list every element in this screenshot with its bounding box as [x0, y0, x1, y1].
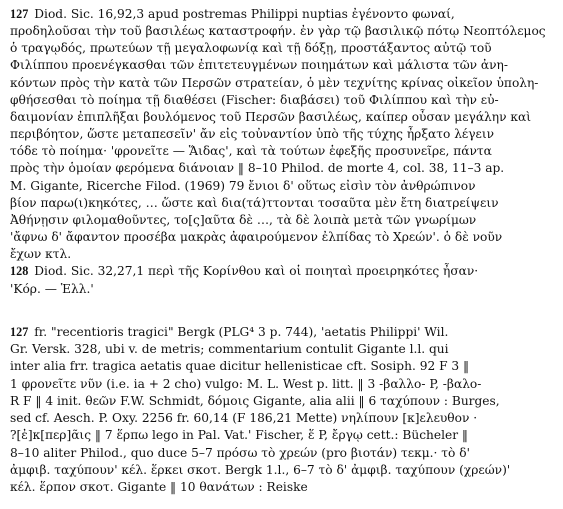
- testimonium-128: [10, 263, 555, 297]
- text-line: ἔχων κτλ.: [10, 247, 72, 262]
- text-line: sed cf. Aesch. P. Oxy. 2256 fr. 60,14 (F 186,21 Mette) νηλίπουν [κ]ελευθον ·: [10, 411, 478, 426]
- text-line: Diod. Sic. 32,27,1 περὶ τῆς Κορίνθου καὶ οἱ ποιηταὶ προειρηκότες ἦσαν·: [34, 264, 479, 279]
- text-line: M. Gigante, Ricerche Filod. (1969) 79 ἔνιοι δ' οὕτως εἰσὶν τὸν ἀνθρώπινον: [10, 178, 476, 193]
- text-line: κόντων πρὸς τὴν κατὰ τῶν Περσῶν στρατείαν, ὁ μὲν τεχνίτης κρίνας οἰκεῖον ὑπολη-: [10, 75, 539, 90]
- text-line: τόδε τὸ ποίημα· 'φρονεῖτε — Ἅιδας', καὶ τὰ τούτων ἑφεξῆς προσυνεῖρε, πάντα: [10, 144, 492, 159]
- entry-number: 127: [10, 7, 29, 21]
- text-line: περιβόητον, ὥστε μεταπεσεῖν' ἄν εἰς τοὐναντίον ὑπὸ τῆς τύχης ἦρξατο λέγειν: [10, 127, 495, 142]
- entry-number: 127: [10, 324, 29, 339]
- text-line: βίον παρω(ι)κηκότες, … ὥστε καὶ δια(τά)ττονται τοσαῦτα μὲν ἔτη διατρείψειν: [10, 195, 499, 210]
- text-line: fr. "recentioris tragici" Bergk (PLG⁴ 3 p. 744), 'aetatis Philippi' Wil.: [34, 324, 449, 339]
- text-line: R F ‖ 4 init. θεῶν F.W. Schmidt, δόμοις Gigante, alia alii ‖ 6 ταχύπουν : Burges,: [10, 393, 500, 408]
- text-line: 8–10 aliter Philod., quo duce 5–7 πρόσω τὸ χρεών (pro βιοτάν) τεκμ.· τὸ δ': [10, 445, 470, 460]
- text-line: 'ἄφνω δ' ἄφαντον προσέβα μακρὰς ἀφαιρούμενον ἐλπίδας τὸ Χρεών'. ὁ δὲ νοῦν: [10, 230, 503, 245]
- testimonium-127: [10, 6, 555, 263]
- text-line: ἀμφιβ. ταχύπουν' κέλ. ἕρκει σκοτ. Bergk 1.l., 6–7 τὸ δ' ἀμφιβ. ταχύπουν (χρεών)': [10, 463, 511, 478]
- text-line: ?[ἐ]κ[περ]ᾶις ‖ 7 ἕρπω lego in Pal. Vat.' Fischer, ἕ P, ἔργῳ cett.: Bücheler ‖: [10, 428, 468, 443]
- text-line: 'Κόρ. — Ἑλλ.': [10, 281, 94, 296]
- text-line: Gr. Versk. 328, ubi v. de metris; commentarium contulit Gigante l.l. qui: [10, 341, 449, 356]
- text-line: Diod. Sic. 16,92,3 apud postremas Philippi nuptias ἐγένοντο φωναί,: [34, 7, 455, 21]
- text-line: 1 φρονεῖτε νῦν (i.e. ia + 2 cho) vulgo: M. L. West p. litt. ‖ 3 -βαλλο- P, -βαλο-: [10, 376, 482, 391]
- critical-apparatus: [10, 324, 555, 497]
- text-line: inter alia frr. tragica aetatis quae dicitur hellenisticae cft. Sosiph. 92 F 3 ‖: [10, 359, 470, 374]
- text-line: προδηλοῦσαι τὴν τοῦ βασιλέως καταστροφήν. ἐν γὰρ τῷ βασιλικῷ πότῳ Νεοπτόλεμος: [10, 24, 546, 39]
- text-line: φθήσεσθαι τὸ ποίημα τῇ διαθέσει (Fischer: διαβάσει) τοῦ Φιλίππου καὶ τὴν εὐ-: [10, 92, 499, 107]
- text-line: πρὸς τὴν ὁμοίαν φερόμενα διάνοιαν ‖ 8–10 Philod. de morte 4, col. 38, 11–3 ap.: [10, 161, 505, 176]
- entry-number: 128: [10, 264, 29, 279]
- text-line: δαιμονίαν ἐπιπλῆξαι βουλόμενος τοῦ Περσῶν βασιλέως, καίπερ οὖσαν μεγάλην καὶ: [10, 109, 531, 124]
- text-line: κέλ. ἕρπον σκοτ. Gigante ‖ 10 θανάτων : Reiske: [10, 480, 308, 495]
- text-line: Φιλίππου προενέγκασθαι τῶν ἐπιτετευγμένων ποιημάτων καὶ μάλιστα τῶν ἀνη-: [10, 58, 508, 73]
- text-line: ὁ τραγῳδός, πρωτεύων τῇ μεγαλοφωνίᾳ καὶ τῇ δόξῃ, προστάξαντος αὐτῷ τοῦ: [10, 41, 492, 56]
- text-line: Ἀθήνῃσιν φιλομαθοῦντες, το[ς]αῦτα δὲ …, τὰ δὲ λοιπὰ μετὰ τῶν γνωρίμων: [10, 212, 477, 227]
